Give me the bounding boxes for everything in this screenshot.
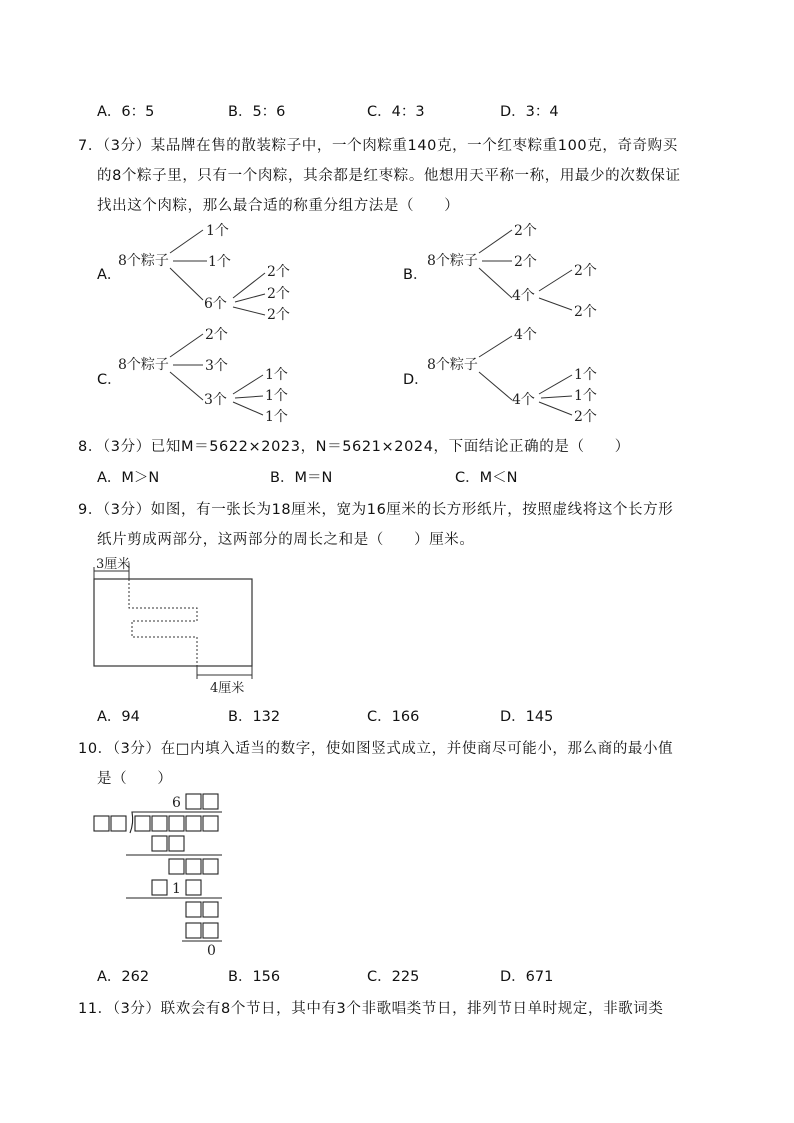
q6-option-c: C．4：3: [367, 104, 425, 120]
tree-d-sub-3: 2个: [574, 409, 597, 425]
tree-a-third: 6个: [204, 296, 227, 312]
q10-long-division: [92, 790, 232, 958]
tree-b-first: 2个: [514, 223, 537, 239]
q10-option-a: A．262: [97, 969, 150, 985]
q10-line-2: 是（ ）: [97, 771, 173, 787]
q7-line-1: 7．（3分）某品牌在售的散装粽子中，一个肉粽重140克，一个红枣粽重100克，奇奇购买: [78, 138, 678, 154]
tree-a-sub-3: 2个: [267, 307, 290, 323]
tree-d-root: 8个粽子: [427, 357, 478, 373]
tree-c-sub-2: 1个: [265, 388, 288, 404]
tree-d-first: 4个: [514, 327, 537, 343]
q9-figure: [92, 555, 262, 697]
q7-option-d-label: D．: [403, 372, 429, 388]
tree-b-sub-2: 2个: [574, 304, 597, 320]
tree-a-second: 1个: [208, 254, 231, 270]
q7-tree-a: [115, 218, 300, 323]
tree-a-sub-2: 2个: [267, 286, 290, 302]
q9-line-1: 9．（3分）如图，有一张长为18厘米，宽为16厘米的长方形纸片，按照虚线将这个长方形: [78, 502, 674, 518]
q8-option-b: B．M＝N: [270, 470, 333, 486]
q10-option-d: D．671: [500, 969, 554, 985]
tree-c-first: 2个: [205, 327, 228, 343]
q7-option-c-label: C．: [97, 372, 122, 388]
tree-a-root: 8个粽子: [118, 253, 169, 269]
q9-option-a: A．94: [97, 709, 140, 725]
q6-option-b: B．5：6: [228, 104, 286, 120]
tree-c-sub-3: 1个: [265, 409, 288, 425]
q8-option-a: A．M＞N: [97, 470, 160, 486]
q7-option-b-label: B．: [403, 267, 428, 283]
q11-line-1: 11．（3分）联欢会有8个节日，其中有3个非歌唱类节日，排列节日单时规定，非歌词类: [78, 1001, 664, 1017]
q7-option-a-label: A．: [97, 267, 122, 283]
tree-c-root: 8个粽子: [118, 357, 169, 373]
q10-quotient-digit: 6: [172, 795, 181, 811]
q9-option-b: B．132: [228, 709, 281, 725]
q9-rectangle: [94, 579, 252, 666]
q8-line-1: 8．（3分）已知M＝5622×2023，N＝5621×2024，下面结论正确的是（ ）: [78, 439, 630, 455]
q10-mid-digit: 1: [172, 881, 181, 897]
tree-b-second: 2个: [514, 254, 537, 270]
q7-line-2: 的8个粽子里，只有一个肉粽，其余都是红枣粽。他想用天平称一称，用最少的次数保证: [97, 168, 681, 184]
q9-bottom-dimension: 4厘米: [210, 681, 245, 696]
q6-option-d: D．3：4: [500, 104, 559, 120]
q7-line-3: 找出这个肉粽，那么最合适的称重分组方法是（ ）: [97, 198, 460, 214]
tree-d-sub-1: 1个: [574, 367, 597, 383]
tree-c-sub-1: 1个: [265, 367, 288, 383]
q9-cut-line: [129, 579, 197, 666]
q6-option-a: A．6：5: [97, 104, 155, 120]
tree-a-first: 1个: [206, 223, 229, 239]
tree-b-root: 8个粽子: [427, 253, 478, 269]
q9-top-dimension: 3厘米: [96, 557, 131, 572]
tree-b-sub-1: 2个: [574, 263, 597, 279]
q8-option-c: C．M＜N: [455, 470, 518, 486]
q9-line-2: 纸片剪成两部分，这两部分的周长之和是（ ）厘米。: [97, 532, 475, 548]
tree-b-third: 4个: [512, 288, 535, 304]
tree-c-third: 3个: [204, 392, 227, 408]
tree-d-sub-2: 1个: [574, 388, 597, 404]
q7-tree-d: [424, 322, 609, 427]
tree-d-third: 4个: [512, 392, 535, 408]
q10-option-b: B．156: [228, 969, 281, 985]
tree-a-sub-1: 2个: [267, 264, 290, 280]
q7-tree-b: [424, 218, 609, 323]
tree-c-second: 3个: [205, 358, 228, 374]
q9-option-c: C．166: [367, 709, 420, 725]
q9-option-d: D．145: [500, 709, 554, 725]
q10-option-c: C．225: [367, 969, 420, 985]
q10-line-1: 10．（3分）在□内填入适当的数字，使如图竖式成立，并使商尽可能小，那么商的最小值: [78, 741, 674, 757]
q10-remainder: 0: [207, 943, 216, 958]
q7-tree-c: [115, 322, 300, 427]
